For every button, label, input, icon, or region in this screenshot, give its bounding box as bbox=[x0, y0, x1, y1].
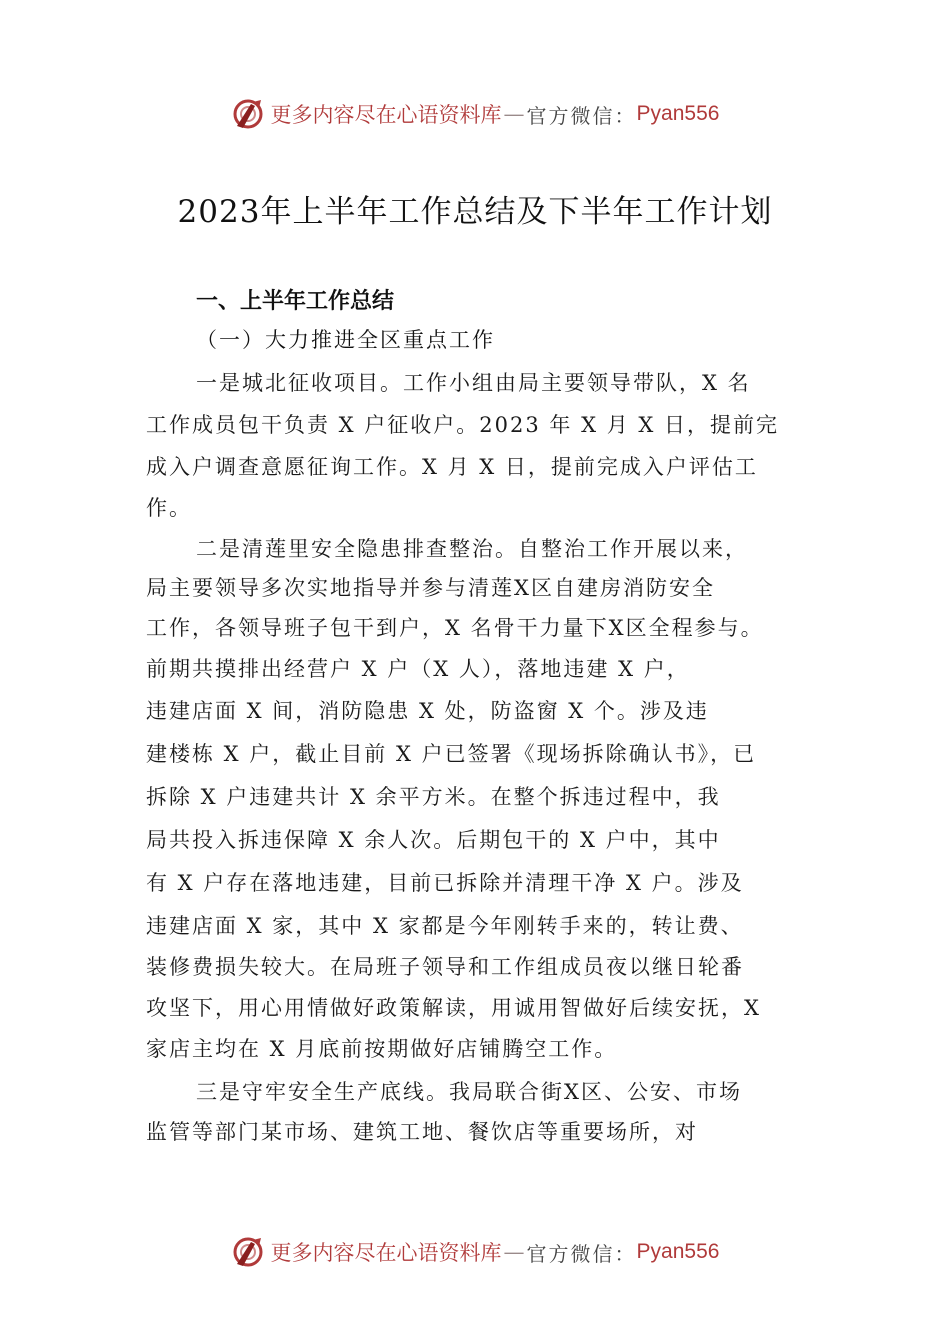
watermark-separator: — bbox=[503, 1240, 525, 1264]
header-watermark bbox=[0, 94, 950, 134]
body-line: 攻坚下，用心用情做好政策解读，用诚用智做好后续安抚，X bbox=[146, 996, 761, 1020]
section-heading: 一、上半年工作总结 bbox=[196, 289, 395, 314]
body-line: 前期共摸排出经营户 X 户（X 人），落地违建 X 户， bbox=[146, 657, 690, 681]
watermark-wechat-id: Pyan556 bbox=[636, 1240, 720, 1263]
subsection-heading: （一）大力推进全区重点工作 bbox=[196, 328, 495, 352]
body-line: 工作成员包干负责 X 户征收户。2023 年 X 月 X 日，提前完 bbox=[146, 413, 780, 437]
body-line: 作。 bbox=[146, 496, 192, 520]
body-line: 家店主均在 X 月底前按期做好店铺腾空工作。 bbox=[146, 1037, 618, 1061]
ribbon-seal-icon bbox=[231, 1234, 267, 1270]
body-line: 三是守牢安全生产底线。我局联合街Ⅹ区、公安、市场 bbox=[196, 1080, 742, 1104]
body-line: 局共投入拆违保障 X 余人次。后期包干的 X 户中，其中 bbox=[146, 828, 721, 852]
body-line: 局主要领导多次实地指导并参与清莲Ⅹ区自建房消防安全 bbox=[146, 576, 715, 600]
ribbon-seal-icon bbox=[231, 96, 267, 132]
body-line: 一是城北征收项目。工作小组由局主要领导带队，X 名 bbox=[196, 371, 751, 395]
watermark-wechat-id: Pyan556 bbox=[636, 102, 720, 125]
body-line: 二是清莲里安全隐患排查整治。自整治工作开展以来， bbox=[196, 537, 748, 561]
body-line: 成入户调查意愿征询工作。X 月 X 日，提前完成入户评估工 bbox=[146, 455, 758, 479]
watermark-wechat-label: 官方微信： bbox=[526, 1241, 637, 1266]
watermark-wechat-label: 官方微信： bbox=[526, 103, 637, 128]
body-line: 装修费损失较大。在局班子领导和工作组成员夜以继日轮番 bbox=[146, 955, 744, 979]
body-line: 有 X 户存在落地违建，目前已拆除并清理干净 X 户。涉及 bbox=[146, 871, 744, 895]
footer-watermark bbox=[0, 1232, 950, 1272]
document-title: 2023年上半年工作总结及下半年工作计划 bbox=[177, 194, 773, 230]
body-line: 拆除 X 户违建共计 X 余平方米。在整个拆违过程中，我 bbox=[146, 785, 721, 809]
body-line: 工作，各领导班子包干到户，X 名骨干力量下Ⅹ区全程参与。 bbox=[146, 616, 764, 640]
watermark-separator: — bbox=[503, 102, 525, 126]
body-line: 违建店面 X 家，其中 X 家都是今年刚转手来的，转让费、 bbox=[146, 914, 744, 938]
body-line: 违建店面 X 间，消防隐患 X 处，防盗窗 X 个。涉及违 bbox=[146, 699, 709, 723]
body-line: 监管等部门某市场、建筑工地、餐饮店等重要场所，对 bbox=[146, 1120, 698, 1144]
body-line: 建楼栋 X 户，截止目前 X 户已签署《现场拆除确认书》，已 bbox=[146, 742, 757, 766]
watermark-text: 更多内容尽在心语资料库 bbox=[270, 1241, 502, 1265]
watermark-text: 更多内容尽在心语资料库 bbox=[270, 103, 502, 127]
